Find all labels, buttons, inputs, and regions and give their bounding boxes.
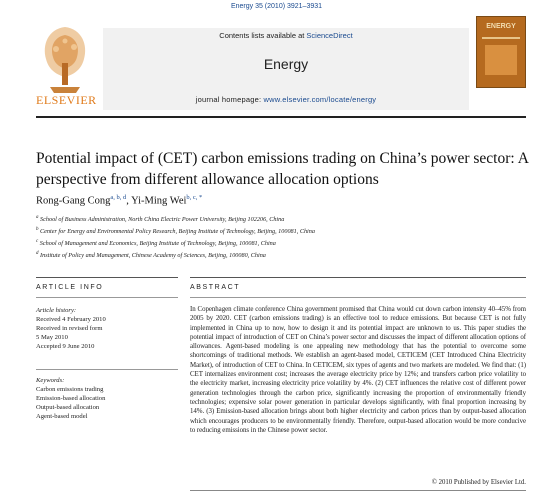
contents-prefix: Contents lists available at bbox=[219, 31, 307, 40]
title-line-1: Potential impact of (CET) carbon emissions trading on China’s power sector: A bbox=[36, 150, 529, 167]
affiliation-text: Center for Energy and Environmental Policy Research, Beijing Institute of Technology, Beijing, 100081, China bbox=[40, 228, 315, 236]
keyword-item[interactable]: Emission-based allocation bbox=[36, 395, 106, 402]
affiliation-mark: a bbox=[36, 215, 39, 220]
journal-cover-thumbnail[interactable] bbox=[476, 16, 526, 88]
affiliation-text: School of Management and Economics, Beijing Institute of Technology, Beijing, 100081, China bbox=[39, 240, 276, 248]
keyword-item[interactable]: Output-based allocation bbox=[36, 404, 100, 411]
cover-stripe bbox=[482, 37, 520, 39]
article-info-rule bbox=[36, 277, 178, 278]
affiliation-item bbox=[36, 225, 315, 237]
journal-citation[interactable]: Energy 35 (2010) 3921–3931 bbox=[230, 3, 323, 10]
affiliation-mark: c bbox=[36, 239, 39, 245]
keyword-item[interactable]: Carbon emissions trading bbox=[36, 386, 104, 393]
homepage-url-link[interactable]: www.elsevier.com/locate/energy bbox=[263, 95, 377, 104]
keyword-item[interactable]: Agent-based model bbox=[36, 413, 88, 420]
affiliation-mark: b bbox=[36, 227, 39, 233]
header-rule bbox=[36, 116, 526, 118]
cover-title: ENERGY bbox=[486, 23, 516, 30]
affiliations bbox=[36, 213, 315, 261]
history-item: Received 4 February 2010 bbox=[36, 316, 106, 323]
affiliation-mark: d bbox=[36, 251, 39, 257]
sciencedirect-link[interactable]: ScienceDirect bbox=[306, 31, 353, 40]
cover-art bbox=[485, 45, 517, 75]
elsevier-wordmark: ELSEVIER bbox=[36, 93, 97, 107]
article-info-heading: ARTICLE INFO bbox=[36, 284, 104, 291]
affiliation-item bbox=[36, 237, 315, 249]
author-list bbox=[36, 194, 202, 207]
abstract-text: In Copenhagen climate conference China government promised that China would cut down carbon intensity 40–45% from 2005 by 2020. CET (carbon emissions trading) is an effective tool to reduce emissions. But because CET is not fully implemented in China up to now, how to design it and its potential impact are unknown to us. This paper studies the potential impact of introduction of CET on China’s power sector and discusses the impact of different allocation options of allowances. Agent-based modeling is one appealing new methodology that has the potential to overcome some shortcomings of traditional methods. We establish an agent-based model, CETICEM (CET Introduced China Electricity Market), of introduction of CET to China. In CETICEM, six types of agents and two markets are modeled. We find that: (1) CET internalizes environment cost; increases the average electricity price by 12%; and transfers carbon price volatility to the electricity market, increasing electricity price volatility by 4%. (2) CET influences the relative cost of different power generation technologies through the carbon price, significantly increasing the proportion of environmentally friendly technologies; expensive solar power generation in particular develops significantly, with final proportion increasing by 14%. (3) Emission-based allocation brings about both higher electricity and carbon prices than by output-based allocation which encourages producers to be environmentally friendly. Therefore, output-based allocation would be more conducive to reducing emissions in the Chinese power sector. bbox=[190, 306, 526, 434]
history-item: Accepted 9 June 2010 bbox=[36, 343, 95, 350]
abstract-heading-rule bbox=[190, 297, 526, 298]
keywords-rule bbox=[36, 369, 178, 370]
journal-name: Energy bbox=[263, 56, 309, 72]
journal-homepage bbox=[103, 95, 469, 104]
history-item: 5 May 2010 bbox=[36, 334, 68, 341]
article-title bbox=[36, 148, 531, 190]
homepage-prefix: journal homepage: bbox=[195, 95, 264, 104]
affiliation-item bbox=[36, 249, 315, 261]
abstract-heading: ABSTRACT bbox=[190, 284, 241, 291]
history-item: Received in revised form bbox=[36, 325, 103, 332]
author-name[interactable]: Rong-Gang Cong bbox=[36, 195, 111, 207]
title-line-2: perspective from different allowance allocation options bbox=[36, 171, 379, 188]
author-name[interactable]: Yi-Ming Wei bbox=[131, 195, 187, 207]
journal-header bbox=[103, 28, 469, 110]
keywords bbox=[36, 376, 105, 421]
abstract-rule bbox=[190, 277, 526, 278]
author-affiliation-marks[interactable]: a, b, d bbox=[110, 194, 127, 201]
history-label: Article history: bbox=[36, 307, 77, 314]
article-history bbox=[36, 306, 106, 351]
keywords-label: Keywords: bbox=[36, 377, 65, 384]
affiliation-item bbox=[36, 213, 315, 225]
affiliation-text: Institute of Policy and Management, Chinese Academy of Sciences, Beijing, 100080, China bbox=[40, 252, 266, 260]
article-info-heading-rule bbox=[36, 297, 178, 298]
copyright-notice: © 2010 Published by Elsevier Ltd. bbox=[431, 479, 526, 486]
abstract-bottom-rule bbox=[190, 490, 526, 491]
contents-line bbox=[103, 31, 469, 40]
author-separator: , bbox=[126, 195, 132, 207]
author-affiliation-marks[interactable]: b, c, * bbox=[186, 194, 203, 201]
affiliation-text: School of Business Administration, North China Electric Power University, Beijing 102206, China bbox=[40, 216, 285, 224]
